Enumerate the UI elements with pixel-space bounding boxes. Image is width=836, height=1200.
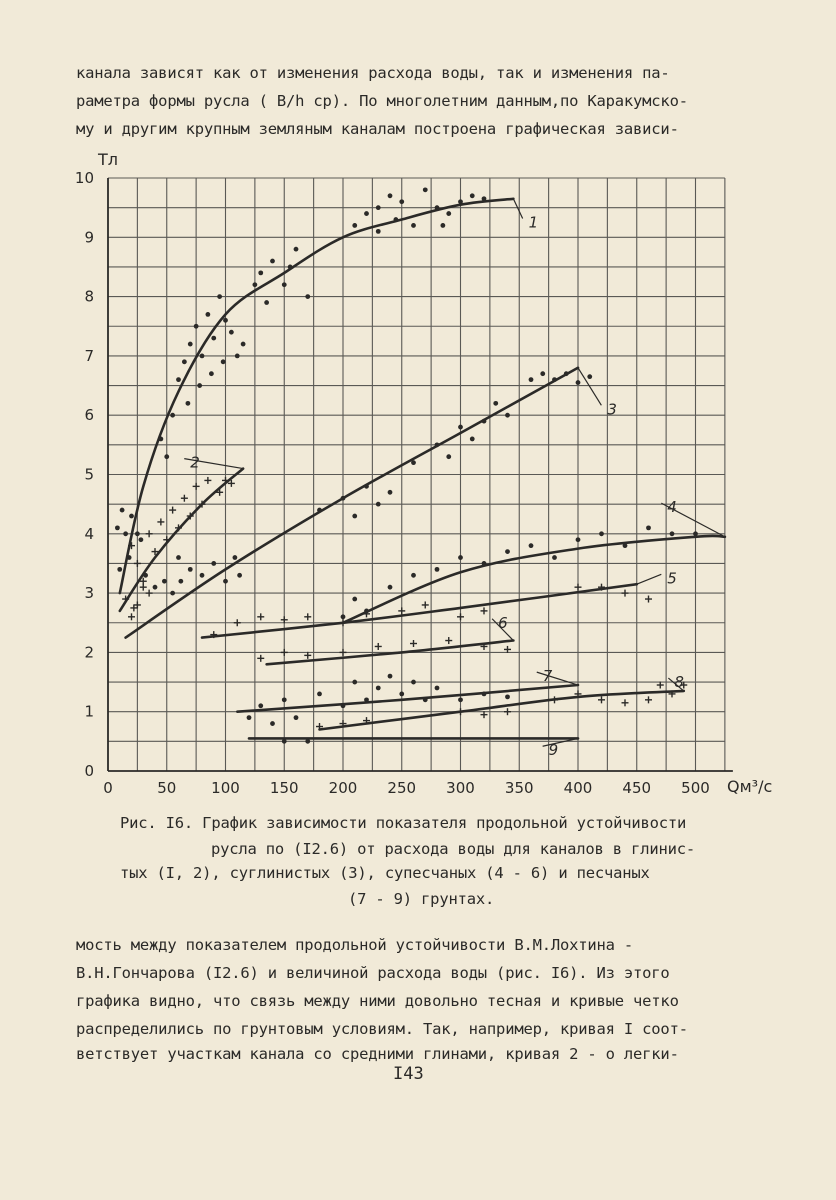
clay-crosses-point xyxy=(169,507,176,514)
loam-dots-point xyxy=(458,425,463,430)
clay-crosses-point xyxy=(181,495,188,502)
clay-dots-point xyxy=(186,401,191,406)
clay-dots-point xyxy=(178,579,183,584)
sand-crosses-point xyxy=(645,696,652,703)
x-tick-label: 150 xyxy=(269,779,299,797)
clay-dots-point xyxy=(123,531,128,536)
sand-dots-point xyxy=(317,692,322,697)
loam-dots-point xyxy=(587,374,592,379)
sandy-loam-dots-point xyxy=(458,555,463,560)
clay-dots-point xyxy=(352,223,357,228)
chart-markers xyxy=(115,187,698,743)
sandy-loam-crosses-point xyxy=(257,613,264,620)
sandy-loam-crosses-point xyxy=(645,596,652,603)
clay-dots-point xyxy=(258,270,263,275)
sandy-loam-crosses-point xyxy=(375,643,382,650)
clay-dots-point xyxy=(270,259,275,264)
curve-label-1: 1 xyxy=(528,213,539,232)
x-tick-label: 400 xyxy=(563,779,593,797)
clay-dots-point xyxy=(376,205,381,210)
clay-dots-point xyxy=(211,336,216,341)
chart-grid xyxy=(108,178,725,771)
clay-dots-point xyxy=(162,579,167,584)
x-tick-label: 200 xyxy=(328,779,358,797)
sand-crosses-point xyxy=(622,699,629,706)
clay-dots-point xyxy=(241,342,246,347)
clay-dots-point xyxy=(200,573,205,578)
clay-dots-point xyxy=(194,324,199,329)
loam-dots-point xyxy=(529,377,534,382)
loam-dots-point xyxy=(376,502,381,507)
loam-dots-point xyxy=(576,380,581,385)
clay-dots-point xyxy=(120,508,125,513)
clay-dots-point xyxy=(282,282,287,287)
clay-dots-point xyxy=(188,567,193,572)
sandy-loam-crosses-point xyxy=(340,649,347,656)
sand-dots-point xyxy=(294,715,299,720)
sandy-loam-crosses-point xyxy=(445,637,452,644)
sand-dots-point xyxy=(505,694,510,699)
y-tick-label: 10 xyxy=(74,169,94,187)
clay-dots-point xyxy=(237,573,242,578)
curve-label-2: 2 xyxy=(190,453,200,472)
loam-dots-point xyxy=(352,514,357,519)
clay-dots-point xyxy=(294,247,299,252)
x-axis-label: Qм³/с xyxy=(727,777,773,796)
clay-crosses-point xyxy=(157,518,164,525)
figure-caption-3: тых (I, 2), суглинистых (3), супесчаных (4 - 6) и песчаных xyxy=(120,864,650,882)
clay-dots-point xyxy=(117,567,122,572)
clay-dots-point xyxy=(188,342,193,347)
curve-label-3: 3 xyxy=(607,400,617,419)
clay-dots-point xyxy=(217,294,222,299)
clay-dots-point xyxy=(139,537,144,542)
page-number: I43 xyxy=(393,1064,424,1084)
text-line-bottom-5: ветствует участкам канала со средними глинами, кривая 2 - о легки- xyxy=(76,1045,679,1063)
sandy-loam-dots-point xyxy=(341,614,346,619)
x-tick-label: 450 xyxy=(622,779,652,797)
x-tick-label: 300 xyxy=(446,779,475,797)
clay-dots-point xyxy=(364,211,369,216)
sand-dots-point xyxy=(376,686,381,691)
clay-dots-point xyxy=(176,555,181,560)
sand-dots-point xyxy=(388,674,393,679)
clay-dots-point xyxy=(197,383,202,388)
sandy-loam-crosses-point xyxy=(481,607,488,614)
sand-dots-point xyxy=(411,680,416,685)
sandy-loam-dots-point xyxy=(435,567,440,572)
text-line-bottom-2: В.Н.Гончарова (I2.6) и величиной расхода воды (рис. I6). Из этого xyxy=(76,964,670,982)
clay-dots-point xyxy=(388,193,393,198)
curve-8 xyxy=(320,691,684,730)
sand-dots-point xyxy=(458,697,463,702)
clay-dots-point xyxy=(376,229,381,234)
sand-dots-point xyxy=(435,686,440,691)
curve-label-5: 5 xyxy=(667,569,677,588)
clay-dots-point xyxy=(211,561,216,566)
clay-dots-point xyxy=(115,525,120,530)
y-axis-label: Тл xyxy=(98,150,118,169)
y-tick-label: 4 xyxy=(84,524,94,543)
clay-dots-point xyxy=(235,354,240,359)
x-tick-label: 350 xyxy=(504,779,534,797)
y-tick-label: 2 xyxy=(84,643,94,662)
clay-dots-point xyxy=(440,223,445,228)
loam-dots-point xyxy=(470,437,475,442)
curve-label-8: 8 xyxy=(674,673,684,692)
sand-dots-point xyxy=(352,680,357,685)
text-line-top-3: му и другим крупным земляным каналам построена графическая зависи- xyxy=(76,120,679,138)
clay-dots-point xyxy=(223,318,228,323)
clay-crosses-point xyxy=(134,560,141,567)
sandy-loam-crosses-point xyxy=(410,640,417,647)
clay-crosses-point xyxy=(140,584,147,591)
sandy-loam-dots-point xyxy=(388,585,393,590)
y-tick-label: 5 xyxy=(84,465,94,484)
sandy-loam-crosses-point xyxy=(304,613,311,620)
y-tick-label: 3 xyxy=(84,584,94,603)
clay-crosses-point xyxy=(193,483,200,490)
curve-leader-5 xyxy=(637,574,662,584)
clay-dots-point xyxy=(252,282,257,287)
sandy-loam-dots-point xyxy=(352,597,357,602)
sandy-loam-crosses-point xyxy=(234,619,241,626)
sandy-loam-dots-point xyxy=(646,525,651,530)
sandy-loam-dots-point xyxy=(576,537,581,542)
sandy-loam-dots-point xyxy=(411,573,416,578)
sandy-loam-dots-point xyxy=(670,531,675,536)
clay-dots-point xyxy=(135,531,140,536)
y-tick-label: 9 xyxy=(84,228,94,247)
curve-label-4: 4 xyxy=(667,498,677,517)
loam-dots-point xyxy=(493,401,498,406)
sandy-loam-crosses-point xyxy=(422,601,429,608)
sandy-loam-dots-point xyxy=(529,543,534,548)
curve-3 xyxy=(126,368,578,638)
clay-dots-point xyxy=(129,514,134,519)
sand-dots-point xyxy=(399,692,404,697)
clay-dots-point xyxy=(170,413,175,418)
curve-label-9: 9 xyxy=(548,741,559,760)
curve-leader-1 xyxy=(513,199,522,219)
sandy-loam-crosses-point xyxy=(281,649,288,656)
clay-crosses-point xyxy=(128,613,135,620)
text-line-top-2: раметра формы русла ( B/h ср). По многолетним данным,по Каракумско- xyxy=(76,92,688,110)
sandy-loam-dots-point xyxy=(505,549,510,554)
curve-5 xyxy=(202,584,637,637)
loam-dots-point xyxy=(446,454,451,459)
sand-dots-point xyxy=(247,715,252,720)
clay-dots-point xyxy=(423,187,428,192)
sandy-loam-dots-point xyxy=(552,555,557,560)
curve-label-7: 7 xyxy=(542,667,553,686)
text-line-bottom-3: графика видно, что связь между ними довольно тесная и кривые четко xyxy=(76,992,679,1010)
sandy-loam-dots-point xyxy=(599,531,604,536)
figure-caption-4: (7 - 9) грунтах. xyxy=(348,890,495,908)
y-tick-label: 1 xyxy=(84,702,94,721)
x-tick-label: 0 xyxy=(103,779,113,797)
clay-dots-point xyxy=(305,294,310,299)
clay-dots-point xyxy=(223,579,228,584)
curve-leader-3 xyxy=(578,368,601,406)
figure-caption-2: русла по (I2.6) от расхода воды для каналов в глинис- xyxy=(211,840,695,858)
clay-crosses-point xyxy=(146,530,153,537)
clay-dots-point xyxy=(209,371,214,376)
clay-dots-point xyxy=(446,211,451,216)
clay-dots-point xyxy=(221,359,226,364)
clay-dots-point xyxy=(153,585,158,590)
clay-dots-point xyxy=(170,591,175,596)
sand-crosses-point xyxy=(598,696,605,703)
x-tick-label: 500 xyxy=(681,779,710,797)
x-tick-label: 250 xyxy=(387,779,417,797)
sand-dots-point xyxy=(282,697,287,702)
sandy-loam-crosses-point xyxy=(257,655,264,662)
clay-dots-point xyxy=(229,330,234,335)
clay-crosses-point xyxy=(204,477,211,484)
text-line-bottom-1: мость между показателем продольной устойчивости В.М.Лохтина - xyxy=(76,936,634,954)
clay-dots-point xyxy=(399,199,404,204)
clay-dots-point xyxy=(182,359,187,364)
sand-dots-point xyxy=(258,703,263,708)
loam-dots-point xyxy=(505,413,510,418)
figure-caption-1: Рис. I6. График зависимости показателя продольной устойчивости xyxy=(120,814,687,832)
y-tick-label: 8 xyxy=(84,287,94,306)
sandy-loam-crosses-point xyxy=(457,613,464,620)
curve-7 xyxy=(237,685,578,712)
text-line-bottom-4: распределились по грунтовым условиям. Так, например, кривая I соот- xyxy=(76,1020,688,1038)
y-tick-label: 7 xyxy=(84,346,94,365)
x-tick-label: 50 xyxy=(157,779,177,797)
text-line-top-1: канала зависят как от изменения расхода воды, так и изменения па- xyxy=(76,64,670,82)
clay-dots-point xyxy=(470,193,475,198)
clay-dots-point xyxy=(164,454,169,459)
x-tick-label: 100 xyxy=(211,779,240,797)
clay-crosses-point xyxy=(146,590,153,597)
chart-curves xyxy=(120,199,725,739)
clay-dots-point xyxy=(200,354,205,359)
loam-dots-point xyxy=(540,371,545,376)
clay-dots-point xyxy=(411,223,416,228)
chart-ticks xyxy=(75,169,710,797)
sand-crosses-point xyxy=(504,708,511,715)
clay-dots-point xyxy=(176,377,181,382)
clay-dots-point xyxy=(264,300,269,305)
sandy-loam-crosses-point xyxy=(622,590,629,597)
sand-dots-point xyxy=(270,721,275,726)
sandy-loam-crosses-point xyxy=(575,584,582,591)
y-tick-label: 0 xyxy=(84,762,94,780)
sandy-loam-crosses-point xyxy=(398,607,405,614)
loam-dots-point xyxy=(388,490,393,495)
curve-label-6: 6 xyxy=(498,613,508,632)
clay-dots-point xyxy=(205,312,210,317)
clay-dots-point xyxy=(233,555,238,560)
y-tick-label: 6 xyxy=(84,406,94,425)
curve-2 xyxy=(120,469,243,611)
